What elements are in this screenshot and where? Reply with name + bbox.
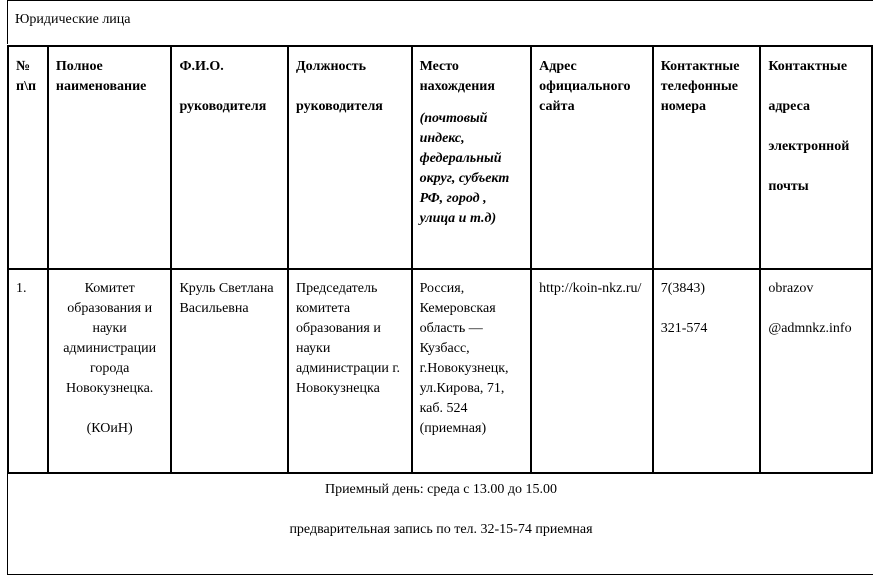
header-email-line4: почты	[768, 179, 809, 194]
email-part1: obrazov	[768, 281, 814, 296]
section-title-text: Юридические лица	[15, 12, 131, 27]
header-email-line3: электронной	[768, 139, 850, 154]
cell-fio: Круль Светлана Васильевна	[171, 269, 288, 473]
phone-code: 7(3843)	[660, 281, 706, 296]
header-position	[288, 46, 412, 269]
appointment-note: предварительная запись по тел. 32-15-74 приемная	[289, 522, 593, 537]
header-email-line2: адреса	[768, 99, 810, 114]
header-num: № п\п	[8, 46, 48, 269]
header-fio	[171, 46, 288, 269]
header-full-name: Полное наименование	[48, 46, 172, 269]
reception-info	[7, 471, 873, 575]
cell-email	[760, 269, 872, 473]
reception-day: Приемный день: среда с 13.00 до 15.00	[324, 482, 558, 497]
cell-position: Председатель комитета образования и науки администрации г. Новокузнецка	[288, 269, 412, 473]
table-header-row	[8, 46, 872, 269]
header-email	[760, 46, 872, 269]
phone-number: 321-574	[660, 321, 708, 336]
cell-full-name-text: Комитет образования и науки администрации города Новокузнецка.	[63, 281, 157, 396]
header-location	[412, 46, 532, 269]
cell-num: 1.	[8, 269, 48, 473]
header-phones: Контактные телефонные номера	[653, 46, 761, 269]
contacts-table	[7, 45, 873, 474]
cell-location: Россия, Кемеровская область — Кузбасс, г.Новокузнецк, ул.Кирова, 71, каб. 524 (приемная)	[412, 269, 532, 473]
cell-full-name	[48, 269, 172, 473]
header-fio-line2: руководителя	[179, 99, 267, 114]
header-location-title: Место нахождения	[419, 59, 495, 94]
header-site: Адрес официального сайта	[531, 46, 653, 269]
header-location-note: (почтовый индекс, федеральный округ, субъект РФ, город , улица и т.д)	[419, 111, 510, 226]
header-email-line1: Контактные	[768, 59, 848, 74]
header-fio-line1: Ф.И.О.	[179, 59, 224, 74]
header-position-line1: Должность	[296, 59, 367, 74]
cell-abbr: (КОиН)	[86, 421, 133, 436]
header-position-line2: руководителя	[296, 99, 383, 114]
cell-phones	[653, 269, 761, 473]
table-row	[8, 269, 872, 473]
section-title	[7, 0, 873, 44]
cell-site[interactable]: http://koin-nkz.ru/	[531, 269, 653, 473]
email-part2: @admnkz.info	[768, 321, 852, 336]
